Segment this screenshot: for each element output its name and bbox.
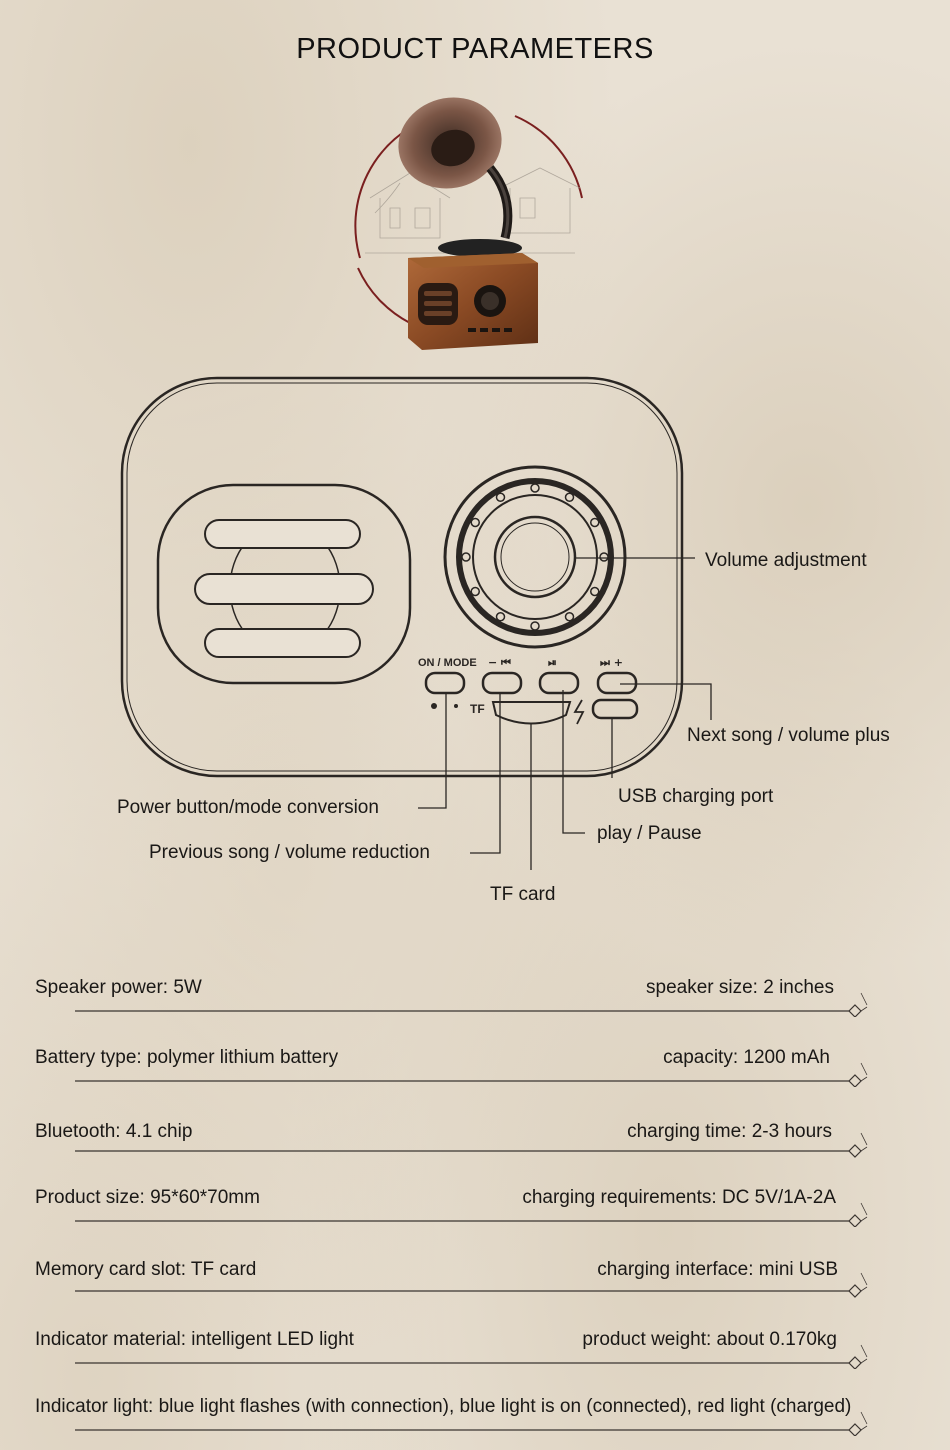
svg-text:⏯: ⏯ — [548, 656, 557, 669]
dial-marker — [531, 622, 539, 630]
svg-text:⏭ +: ⏭ + — [600, 656, 623, 669]
spec-row — [0, 1329, 950, 1369]
dial-marker — [497, 493, 505, 501]
spec-left: Bluetooth: 4.1 chip — [35, 1121, 193, 1142]
spec-divider — [75, 1329, 875, 1369]
dial-marker — [600, 553, 608, 561]
tf-card-label: TF card — [490, 884, 556, 905]
spec-row — [0, 1121, 950, 1161]
dial-marker — [531, 484, 539, 492]
spec-row — [0, 1047, 950, 1087]
usb-charging-port-label: USB charging port — [618, 786, 774, 807]
play-pause-label: play / Pause — [597, 823, 702, 844]
dial-marker — [471, 519, 479, 527]
spec-right: charging time: 2-3 hours — [627, 1121, 832, 1142]
previous-song-label: Previous song / volume reduction — [149, 842, 430, 863]
dial-marker — [462, 553, 470, 561]
play-pause-button — [540, 673, 578, 693]
dial-marker — [591, 519, 599, 527]
spec-divider — [75, 1396, 875, 1436]
spec-row — [0, 1187, 950, 1227]
spec-divider — [75, 1187, 875, 1227]
spec-row — [0, 1396, 950, 1436]
power-button-label: Power button/mode conversion — [117, 797, 379, 818]
speaker-front-diagram — [0, 360, 950, 920]
dial-marker — [497, 613, 505, 621]
volume-dial — [445, 467, 625, 647]
dial-marker — [566, 493, 574, 501]
spec-divider — [75, 1121, 875, 1161]
tf-slot — [493, 702, 570, 724]
tf-mark: TF — [470, 702, 485, 716]
spec-row — [0, 977, 950, 1017]
spec-right: product weight: about 0.170kg — [582, 1329, 837, 1350]
spec-left: Indicator material: intelligent LED light — [35, 1329, 354, 1350]
spec-divider — [75, 1047, 875, 1087]
spec-left: Memory card slot: TF card — [35, 1259, 257, 1280]
spec-left: Speaker power: 5W — [35, 977, 202, 998]
previous-button — [483, 673, 521, 693]
spec-row — [0, 1259, 950, 1299]
dial-marker — [471, 588, 479, 596]
spec-right: charging requirements: DC 5V/1A-2A — [522, 1187, 836, 1208]
next-button — [598, 673, 636, 693]
spec-left: Product size: 95*60*70mm — [35, 1187, 260, 1208]
spec-right: speaker size: 2 inches — [646, 977, 834, 998]
next-song-label: Next song / volume plus — [687, 725, 890, 746]
spec-right: charging interface: mini USB — [597, 1259, 838, 1280]
spec-divider — [75, 1259, 875, 1299]
spec-right: capacity: 1200 mAh — [663, 1047, 830, 1068]
dial-marker — [566, 613, 574, 621]
dial-marker — [591, 588, 599, 596]
svg-text:− ⏮: − ⏮ — [488, 656, 511, 669]
volume-adjustment-label: Volume adjustment — [705, 550, 867, 571]
power-mode-button — [426, 673, 464, 693]
page-title: PRODUCT PARAMETERS — [296, 33, 654, 65]
gramophone-speaker-image — [340, 88, 600, 358]
spec-left-full: Indicator light: blue light flashes (with connection), blue light is on (connected), red light (charged) — [35, 1396, 852, 1417]
spec-divider — [75, 977, 875, 1017]
usb-port — [593, 700, 637, 718]
spec-left: Battery type: polymer lithium battery — [35, 1047, 339, 1068]
on-mode-mark: ON / MODE — [418, 657, 477, 669]
